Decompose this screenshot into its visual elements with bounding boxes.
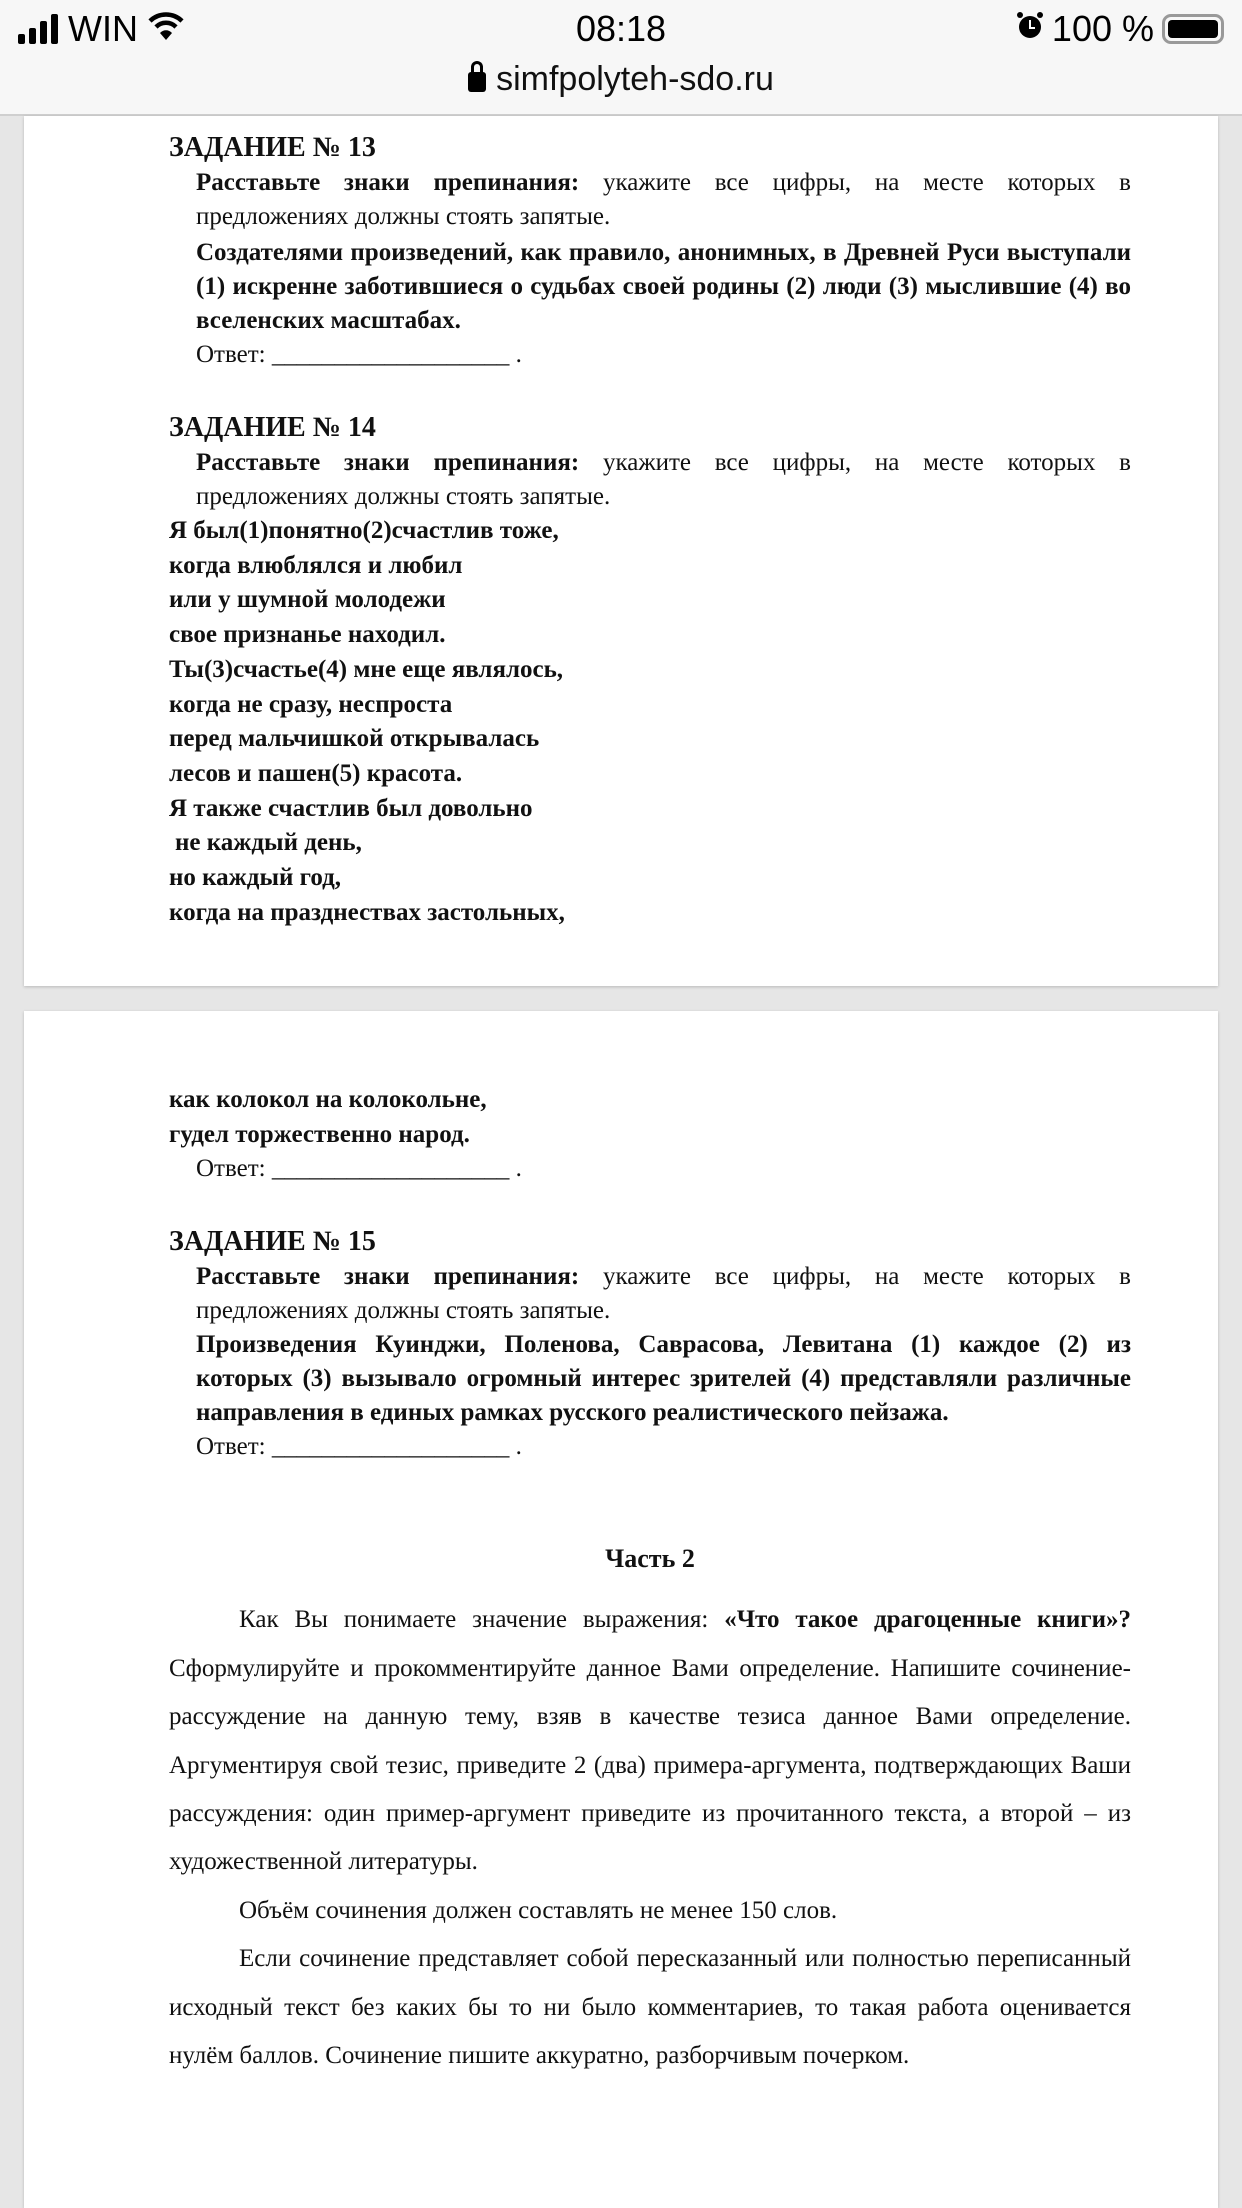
task-13-instruction: Расставьте знаки препинания: укажите все цифры, на месте которых в предложениях должны стоять запятые. xyxy=(196,169,1131,230)
clock: 08:18 xyxy=(575,8,667,49)
part-2-paragraph-2: Объём сочинения должен составлять не менее 150 слов. xyxy=(239,1896,838,1924)
task-15-answer: Ответ: ___________________ . xyxy=(196,1433,522,1461)
alarm-icon xyxy=(1016,8,1044,50)
task-14-answer: Ответ: ___________________ . xyxy=(196,1155,522,1183)
lock-icon xyxy=(468,72,486,92)
task-13-title: ЗАДАНИЕ № 13 xyxy=(169,132,376,163)
battery-percent: 100 % xyxy=(1051,8,1154,49)
task-13-answer: Ответ: ___________________ . xyxy=(196,341,522,368)
task-15-sentence: Произведения Куинджи, Поленова, Саврасова, Левитана (1) каждое (2) из которых (3) вызывало огромный интерес зрителей (4) представляли различные направления в единых рамках русского реалистического пейзажа. xyxy=(196,1331,1131,1427)
address-bar[interactable] xyxy=(0,62,1242,116)
task-15-title: ЗАДАНИЕ № 15 xyxy=(169,1226,376,1258)
poem-line: когда не сразу, неспроста xyxy=(169,690,453,718)
task-14-title: ЗАДАНИЕ № 14 xyxy=(169,412,376,443)
poem-line: или у шумной молодежи xyxy=(169,586,446,614)
poem-line: гудел торжественно народ. xyxy=(169,1120,470,1148)
task-14-poem xyxy=(169,514,1131,930)
poem-line: Ты(3)счастье(4) мне еще являлось, xyxy=(169,655,564,683)
poem-line: лесов и пашен(5) красота. xyxy=(169,759,463,787)
poem-line: не каждый день, xyxy=(175,829,362,857)
poem-line: когда на празднествах застольных, xyxy=(169,898,565,926)
battery-icon xyxy=(1162,14,1224,44)
poem-line: как колокол на колокольне, xyxy=(169,1086,487,1113)
poem-line: но каждый год, xyxy=(169,864,342,892)
carrier: WIN xyxy=(68,8,138,49)
task-14-poem-continued xyxy=(169,1083,1131,1152)
part-2-paragraph-1: Как Вы понимаете значение выражения: «Что такое драгоценные книги»? Сформулируйте и прокомментируйте данное Вами определение. Напишите сочинение-рассуждение на данную тему, взяв в качестве тезиса данное Вами определение. Аргументируя свой тезис, приведите 2 (два) примера-аргумента, подтверждающих Ваши рассуждения: один пример-аргумент приведите из прочитанного текста, а второй – из художественной литературы. xyxy=(169,1606,1131,1876)
task-14-instruction: Расставьте знаки препинания: укажите все цифры, на месте которых в предложениях должны стоять запятые. xyxy=(196,449,1131,510)
document-page-1 xyxy=(24,116,1218,986)
url: simfpolyteh-sdo.ru xyxy=(496,60,774,98)
task-15-instruction: Расставьте знаки препинания: укажите все цифры, на месте которых в предложениях должны стоять запятые. xyxy=(196,1263,1131,1325)
part-2-title: Часть 2 xyxy=(605,1544,695,1574)
poem-line: перед мальчишкой открывалась xyxy=(169,725,540,753)
part-2-paragraph-3: Если сочинение представляет собой пересказанный или полностью переписанный исходный текст без каких бы то ни было комментариев, то такая работа оценивается нулём баллов. Сочинение пишите аккуратно, разборчивым почерком. xyxy=(169,1945,1131,2070)
task-13-sentence: Создателями произведений, как правило, анонимных, в Древней Руси выступали (1) искренне заботившиеся о судьбах своей родины (2) люди (3) мыслившие (4) во вселенских масштабах. xyxy=(196,239,1131,334)
poem-line: свое признанье находил. xyxy=(169,621,446,649)
poem-line: когда влюблялся и любил xyxy=(169,551,463,579)
status-bar xyxy=(0,0,1242,62)
poem-line: Я также счастлив был довольно xyxy=(169,794,533,822)
document-page-2 xyxy=(24,1011,1218,2208)
poem-line: Я был(1)понятно(2)счастлив тоже, xyxy=(169,517,559,544)
